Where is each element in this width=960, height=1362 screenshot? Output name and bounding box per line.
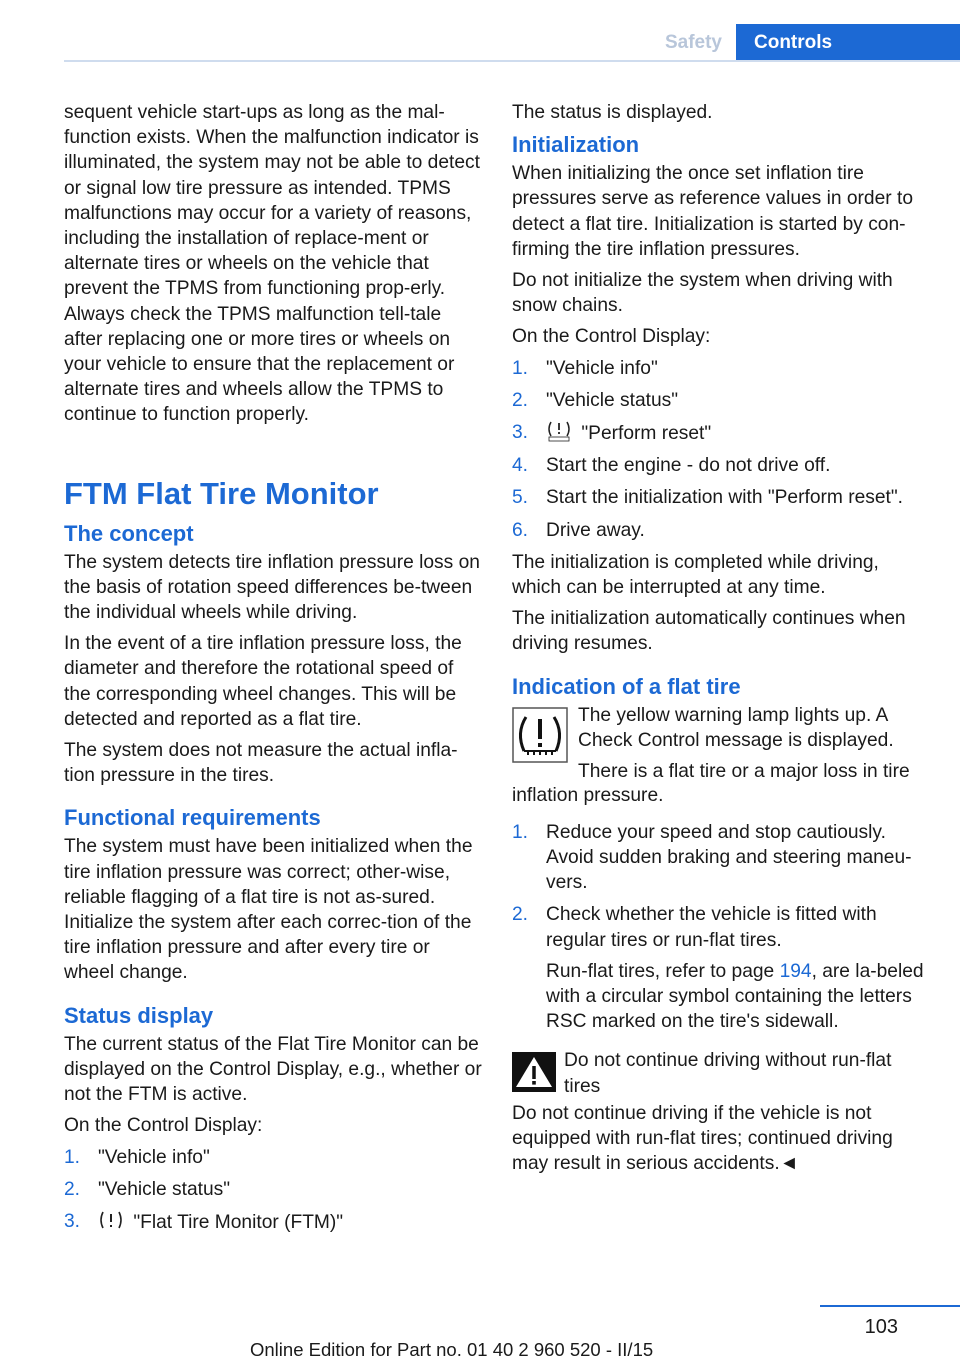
initialization-paragraph-1: When initializing the once set inflation tire pressures serve as reference values in order to detect a flat tire. Initialization is started by con-firming the tire inflation pressures. <box>512 163 913 260</box>
initialization-heading: Initialization <box>512 132 640 158</box>
flat-tire-paragraph-2a: There is a flat tire or a major loss in tire <box>578 761 910 783</box>
tire-pressure-warning-icon <box>512 707 568 763</box>
chapter-title: FTM Flat Tire Monitor <box>64 475 379 511</box>
list-item: 2. "Vehicle status" <box>64 1178 231 1200</box>
initialization-steps-list <box>512 356 930 543</box>
initialization-paragraph-4: The initialization automatically continues when driving resumes. <box>512 608 906 655</box>
tire-reset-icon <box>546 420 572 442</box>
tire-status-icon <box>98 1209 124 1231</box>
status-control-display-label: On the Control Display: <box>64 1115 263 1137</box>
footer-rule <box>820 1305 960 1307</box>
list-item: 1. Reduce your speed and stop cautiously. Avoid sudden braking and steering maneu-vers. <box>512 821 912 894</box>
list-item: 3. "Perform reset" <box>512 422 712 445</box>
list-item: 4. Start the engine - do not drive off. <box>512 455 831 477</box>
right-column <box>512 100 930 1183</box>
status-shown-text: The status is displayed. <box>512 102 713 123</box>
concept-heading: The concept <box>64 520 194 546</box>
flat-tire-heading: Indication of a flat tire <box>512 673 741 699</box>
left-column <box>64 100 482 1242</box>
concept-paragraph-3: The system does not measure the actual infla-tion pressure in the tires. <box>64 740 458 787</box>
flat-tire-steps-list <box>512 820 930 1035</box>
list-item: 2. Check whether the vehicle is fitted with regular tires or run-flat tires. Run-flat tires, refer to page 194, are la-beled with a circular symbol containing the letters RSC marked on the tire's sidewall. <box>512 902 930 1034</box>
list-item: 6. Drive away. <box>512 519 645 541</box>
page-number: 103 <box>864 1316 898 1338</box>
concept-paragraph-1: The system detects tire inflation pressure loss on the basis of rotation speed differences be-tween the individual wheels while driving. <box>64 551 480 624</box>
status-steps-list <box>64 1145 482 1236</box>
list-item: 2. "Vehicle status" <box>512 389 679 411</box>
flat-tire-paragraph-1: The yellow warning lamp lights up. A Check Control message is displayed. <box>578 704 894 751</box>
concept-paragraph-2: In the event of a tire inflation pressure loss, the diameter and therefore the rotational speed of the corresponding wheel changes. This will be detected and reported as a flat tire. <box>64 633 462 730</box>
initialization-control-display-label: On the Control Display: <box>512 326 711 348</box>
warning-triangle-icon <box>512 1052 556 1092</box>
initialization-paragraph-2: Do not initialize the system when driving with snow chains. <box>512 270 893 317</box>
run-flat-note: Run-flat tires, refer to page 194, are la-beled with a circular symbol containing the letters RSC marked on the tire's sidewall. <box>546 960 924 1033</box>
list-item: 5. Start the initialization with "Perform reset". <box>512 487 904 509</box>
list-item: 1. "Vehicle info" <box>64 1146 210 1168</box>
header-section: Safety <box>664 32 722 53</box>
warning-box <box>512 1048 930 1176</box>
status-display-paragraph: The current status of the Flat Tire Monitor can be displayed on the Control Display, e.g., whether or not the FTM is active. <box>64 1033 482 1106</box>
header-chapter-tab: Controls <box>736 24 960 62</box>
warning-title: Do not continue driving without run-flat tires <box>564 1050 892 1097</box>
edition-text: Online Edition for Part no. 01 40 2 960 520 - II/15 <box>250 1339 654 1360</box>
flat-tire-indication <box>512 703 930 789</box>
intro-paragraph: sequent vehicle start-ups as long as the mal-function exists. When the malfunction indicator is illuminated, the system may not be able to detect or signal low tire pressure as intended. TPMS malfunctions may occur for a variety of reasons, including the installation of replace-ment or alternate tires or wheels on the vehicle that prevent the TPMS from functioning prop-erly. Always check the TPMS malfunction tell-tale after replacing one or more tires or wheels on your vehicle to ensure that the replacement or alternate tires and wheels allow the TPMS to continue to function properly. <box>64 102 480 426</box>
warning-body: Do not continue driving if the vehicle is not equipped with run-flat tires; continued driving may result in serious accidents.◄ <box>512 1102 893 1175</box>
header-rule <box>64 60 960 62</box>
requirements-paragraph: The system must have been initialized when the tire inflation pressure was correct; other-wise, reliable flagging of a flat tire is not as-sured. Initialize the system after each correc-tion of the tire inflation pressure and after every tire or wheel change. <box>64 836 473 984</box>
page-reference-link[interactable]: 194 <box>779 960 812 982</box>
flat-tire-paragraph-2b: inflation pressure. <box>512 784 664 806</box>
status-display-heading: Status display <box>64 1002 214 1028</box>
list-item: 1. "Vehicle info" <box>512 357 658 379</box>
initialization-paragraph-3: The initialization is completed while driving, which can be interrupted at any time. <box>512 551 879 599</box>
list-item: 3. "Flat Tire Monitor (FTM)" <box>64 1210 344 1233</box>
requirements-heading: Functional requirements <box>64 805 321 831</box>
